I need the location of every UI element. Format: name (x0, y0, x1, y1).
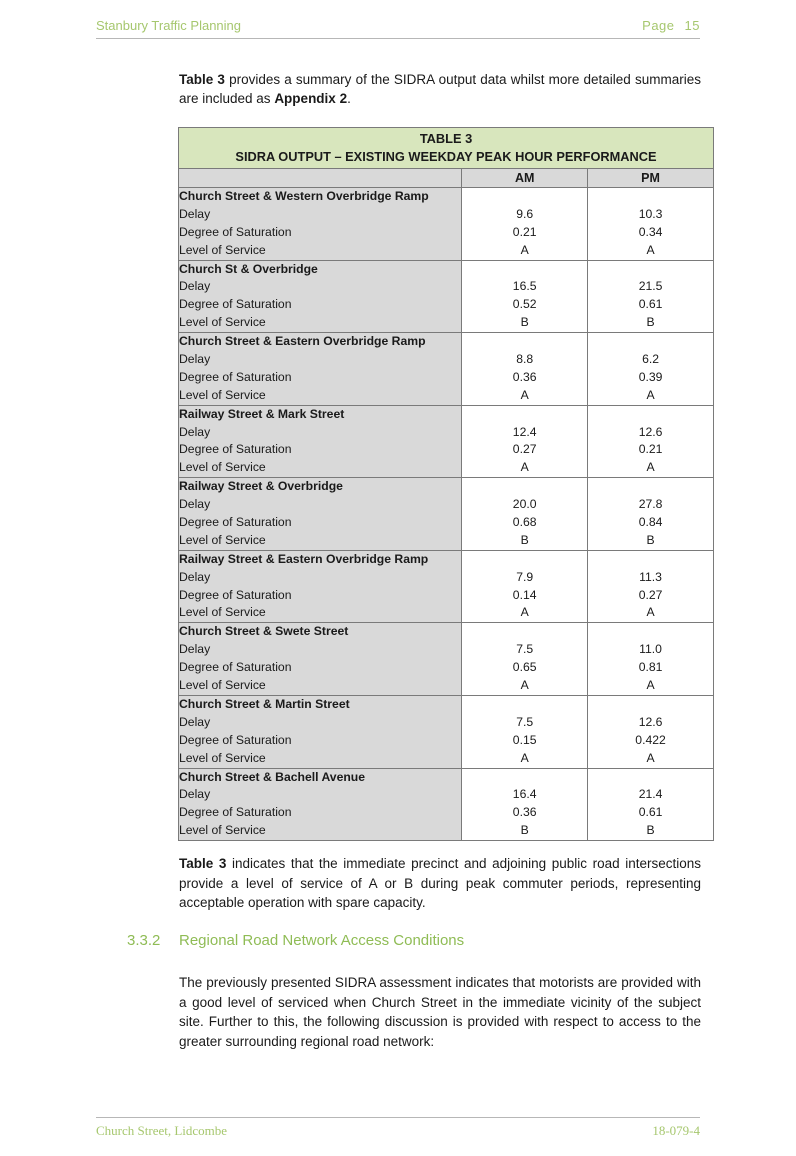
pm-value: A (646, 242, 655, 257)
am-value: 0.36 (512, 805, 537, 820)
intro-text: provides a summary of the SIDRA output data whilst more detailed summaries are included as (179, 72, 701, 106)
summary-paragraph (179, 854, 701, 913)
metric-label: Level of Service (179, 823, 266, 838)
am-value-cell (462, 623, 588, 696)
am-value: A (520, 242, 529, 257)
metric-label: Level of Service (179, 750, 266, 765)
am-value: 0.36 (512, 369, 537, 384)
pm-value: B (646, 823, 655, 838)
intersection-name: Church Street & Western Overbridge Ramp (179, 189, 429, 203)
am-value-cell (462, 188, 588, 261)
value-spacer (462, 478, 587, 496)
am-value: 16.5 (512, 279, 537, 294)
metric-label: Level of Service (179, 678, 266, 693)
intersection-row (179, 695, 714, 768)
sidra-output-table (178, 127, 714, 841)
value-spacer (588, 261, 713, 279)
intersection-name: Church Street & Swete Street (179, 624, 349, 639)
pm-value: 0.21 (638, 442, 663, 457)
am-value: B (520, 532, 529, 547)
value-spacer (462, 333, 587, 351)
intersection-label-cell (179, 478, 462, 551)
intersection-label-cell (179, 188, 462, 261)
pm-value: A (646, 460, 655, 475)
intersection-row (179, 260, 714, 333)
am-value: 7.5 (516, 642, 534, 657)
am-value-cell (462, 260, 588, 333)
am-value: 0.52 (512, 297, 537, 312)
am-value: 0.27 (512, 442, 537, 457)
am-value: 0.15 (512, 732, 537, 747)
value-spacer (462, 261, 587, 279)
metric-label: Degree of Saturation (179, 369, 292, 384)
am-value: 20.0 (512, 497, 537, 512)
company-name: Stanbury Traffic Planning (96, 18, 242, 33)
pm-value-cell (588, 623, 714, 696)
table-title-caption: SIDRA OUTPUT – EXISTING WEEKDAY PEAK HOUR PERFORMANCE (235, 149, 657, 164)
pm-value: B (646, 315, 655, 330)
intersection-name: Railway Street & Overbridge (179, 479, 343, 494)
intersection-name: Church Street & Eastern Overbridge Ramp (179, 334, 426, 349)
metric-label: Delay (179, 424, 211, 439)
table-title-row (179, 128, 714, 169)
metric-label: Delay (179, 279, 211, 294)
intersection-name: Church Street & Martin Street (179, 696, 350, 711)
metric-label: Degree of Saturation (179, 442, 292, 457)
pm-value: 21.5 (638, 279, 663, 294)
intersection-row (179, 623, 714, 696)
pm-value: 12.6 (638, 424, 663, 439)
am-value: 0.21 (512, 224, 537, 239)
am-value: A (520, 678, 529, 693)
value-spacer (588, 696, 713, 714)
metric-label: Delay (179, 206, 211, 221)
pm-value: 0.61 (638, 297, 663, 312)
pm-value: 6.2 (642, 352, 660, 367)
intro-paragraph (179, 70, 701, 108)
pm-value-cell (588, 550, 714, 623)
am-value: 12.4 (512, 424, 537, 439)
intersection-row (179, 478, 714, 551)
value-spacer (462, 406, 587, 424)
metric-label: Level of Service (179, 460, 266, 475)
intersection-name: Railway Street & Mark Street (179, 406, 345, 421)
intersection-row (179, 333, 714, 406)
page-number: 15 (684, 18, 700, 33)
metric-label: Level of Service (179, 532, 266, 547)
pm-value: 0.61 (638, 805, 663, 820)
am-value: 0.65 (512, 660, 537, 675)
intersection-label-cell (179, 768, 462, 841)
intersection-label-cell (179, 333, 462, 406)
intro-table-ref: Table 3 (179, 72, 225, 87)
section-number: 3.3.2 (127, 932, 161, 949)
pm-value: 0.84 (638, 515, 663, 530)
pm-value-cell (588, 478, 714, 551)
am-value: 16.4 (512, 787, 537, 802)
am-value: 8.8 (516, 352, 534, 367)
am-value: A (520, 387, 529, 402)
pm-value: 0.39 (638, 369, 663, 384)
intersection-row (179, 405, 714, 478)
value-spacer (462, 769, 587, 787)
value-spacer (588, 333, 713, 351)
column-header-blank (179, 169, 462, 188)
am-value: 7.5 (516, 714, 534, 729)
section-heading (127, 932, 687, 949)
metric-label: Degree of Saturation (179, 515, 292, 530)
am-value-cell (462, 768, 588, 841)
value-spacer (588, 406, 713, 424)
column-header-pm: PM (588, 169, 714, 188)
pm-value-cell (588, 768, 714, 841)
value-spacer (588, 188, 713, 206)
metric-label: Degree of Saturation (179, 805, 292, 820)
metric-label: Degree of Saturation (179, 224, 292, 239)
metric-label: Delay (179, 714, 211, 729)
intersection-name: Railway Street & Eastern Overbridge Ramp (179, 551, 429, 566)
am-value: 0.14 (512, 587, 537, 602)
body-paragraph: The previously presented SIDRA assessment indicates that motorists are provided with a good level of serviced when Church Street in the immediate vicinity of the subject site. Further to this, the following discussion is provided with respect to access to the greater surrounding regional road network: (179, 975, 701, 1049)
am-value-cell (462, 550, 588, 623)
pm-value-cell (588, 188, 714, 261)
am-value: B (520, 823, 529, 838)
summary-text: indicates that the immediate precinct and adjoining public road intersections provide a level of service of A or B during peak commuter periods, representing acceptable operation with spare capacity. (179, 856, 701, 910)
metric-label: Delay (179, 497, 211, 512)
intro-end: . (347, 91, 351, 106)
metric-label: Level of Service (179, 315, 266, 330)
value-spacer (462, 623, 587, 641)
metric-label: Level of Service (179, 387, 266, 402)
intersection-label-cell (179, 260, 462, 333)
metric-label: Level of Service (179, 605, 266, 620)
intersection-label-cell (179, 695, 462, 768)
page-header (96, 16, 700, 39)
am-value: A (520, 460, 529, 475)
pm-value: 11.0 (639, 642, 662, 657)
pm-value-cell (588, 260, 714, 333)
metric-label: Delay (179, 787, 211, 802)
value-spacer (462, 696, 587, 714)
pm-value: 21.4 (638, 787, 663, 802)
pm-value: 0.34 (638, 224, 663, 239)
pm-value: 11.3 (639, 569, 662, 584)
am-value: 7.9 (516, 569, 534, 584)
pm-value: A (646, 678, 655, 693)
intersection-label-cell (179, 623, 462, 696)
column-header-row (179, 169, 714, 188)
pm-value-cell (588, 695, 714, 768)
section-title: Regional Road Network Access Conditions (179, 932, 465, 949)
intersection-name: Church St & Overbridge (179, 261, 318, 276)
intersection-label-cell (179, 405, 462, 478)
footer-location: Church Street, Lidcombe (96, 1123, 228, 1138)
page-indicator (642, 18, 700, 33)
metric-label: Degree of Saturation (179, 660, 292, 675)
intersection-row (179, 768, 714, 841)
metric-label: Degree of Saturation (179, 587, 292, 602)
footer-reference: 18-079-4 (652, 1123, 700, 1138)
am-value: A (520, 605, 529, 620)
am-value-cell (462, 695, 588, 768)
am-value-cell (462, 405, 588, 478)
value-spacer (588, 623, 713, 641)
pm-value: A (646, 605, 655, 620)
table-title (179, 128, 714, 169)
am-value-cell (462, 478, 588, 551)
intersection-row (179, 188, 714, 261)
am-value: 0.68 (512, 515, 537, 530)
pm-value: A (646, 387, 655, 402)
value-spacer (462, 188, 587, 206)
value-spacer (462, 551, 587, 569)
summary-table-ref: Table 3 (179, 856, 227, 871)
page-footer (96, 1117, 700, 1138)
column-header-am: AM (462, 169, 588, 188)
metric-label: Delay (179, 642, 211, 657)
pm-value: 10.3 (638, 206, 663, 221)
pm-value: 0.81 (638, 660, 663, 675)
metric-label: Degree of Saturation (179, 732, 292, 747)
am-value: A (520, 750, 529, 765)
intersection-name: Church Street & Bachell Avenue (179, 769, 366, 784)
am-value: 9.6 (516, 206, 534, 221)
pm-value-cell (588, 333, 714, 406)
am-value-cell (462, 333, 588, 406)
appendix-ref: Appendix 2 (274, 91, 348, 106)
value-spacer (588, 478, 713, 496)
pm-value-cell (588, 405, 714, 478)
value-spacer (588, 551, 713, 569)
pm-value: 12.6 (638, 714, 663, 729)
value-spacer (588, 769, 713, 787)
metric-label: Delay (179, 569, 211, 584)
page-label: Page (642, 18, 675, 33)
table-title-number: TABLE 3 (419, 131, 473, 147)
am-value: B (520, 315, 529, 330)
metric-label: Delay (179, 352, 211, 367)
pm-value: 27.8 (638, 497, 663, 512)
pm-value: 0.27 (638, 587, 663, 602)
metric-label: Degree of Saturation (179, 297, 292, 312)
intersection-label-cell (179, 550, 462, 623)
pm-value: 0.422 (635, 732, 666, 747)
intersection-row (179, 550, 714, 623)
metric-label: Level of Service (179, 242, 266, 257)
pm-value: A (646, 750, 655, 765)
pm-value: B (646, 532, 655, 547)
